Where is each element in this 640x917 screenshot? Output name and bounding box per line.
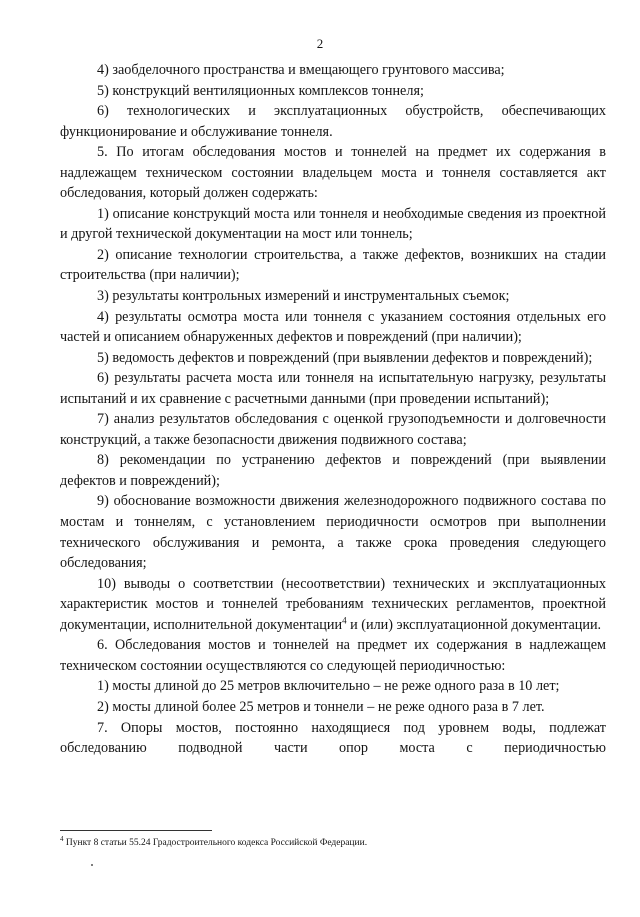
footnote — [60, 834, 368, 849]
paragraph-item-5: 5) конструкций вентиляционных комплексов тоннеля; — [97, 82, 424, 99]
paragraph-act-item-10 — [60, 574, 606, 636]
paragraph-act-item-6: 6) результаты расчета моста или тоннеля на испытательную нагрузку, результаты испытаний и их сравнение с расчетными данными (при проведении испытаний); — [60, 370, 606, 407]
paragraph-act-item-5: 5) ведомость дефектов и повреждений (при выявлении дефектов и повреждений); — [97, 349, 593, 366]
paragraph-period-item-1: 1) мосты длиной до 25 метров включительно – не реже одного раза в 10 лет; — [97, 678, 560, 695]
paragraph-section-7: 7. Опоры мостов, постоянно находящиеся под уровнем воды, подлежат обследованию подводной части опор моста с периодичностью — [60, 719, 606, 757]
page-number: 2 — [316, 36, 324, 51]
paragraph-act-item-10-tail: и (или) эксплуатационной документации. — [346, 616, 602, 633]
footnote-text: Пункт 8 статьи 55.24 Градостроительного кодекса Российской Федерации. — [63, 838, 368, 848]
footnote-divider — [60, 830, 212, 831]
paragraph-section-5: 5. По итогам обследования мостов и тоннелей на предмет их содержания в надлежащем техническом состоянии владельцем моста и тоннеля составляется акт обследования, который должен содержать: — [60, 144, 606, 202]
paragraph-act-item-2: 2) описание технологии строительства, а также дефектов, возникших на стадии строительства (при наличии); — [60, 246, 606, 284]
paragraph-item-6: 6) технологических и эксплуатационных обустройств, обеспечивающих функционирование и обслуживание тоннеля. — [60, 103, 606, 140]
paragraph-act-item-4: 4) результаты осмотра моста или тоннеля с указанием состояния отдельных его частей и описанием обнаруженных дефектов и повреждений (при наличии); — [60, 308, 606, 346]
footnote-mark: 4 — [60, 834, 64, 843]
paragraph-act-item-9: 9) обоснование возможности движения железнодорожного подвижного состава по мостам и тоннелям, с установлением периодичности осмотров при выполнении технического обслуживания и ремонта, а также срока проведения следующего обследования; — [60, 493, 606, 572]
paragraph-act-item-10-text: 10) выводы о соответствии (несоответствии) технических и эксплуатационных характеристик мостов и тоннелей требованиям технических регламентов, проектной документации, исполнительной документации — [60, 575, 606, 633]
paragraph-act-item-8: 8) рекомендации по устранению дефектов и повреждений (при выявлении дефектов и повреждений); — [60, 452, 606, 489]
paragraph-section-6: 6. Обследования мостов и тоннелей на предмет их содержания в надлежащем техническом состоянии осуществляются со следующей периодичностью: — [60, 637, 606, 674]
footnote-reference: 4 — [342, 615, 347, 626]
paragraph-act-item-7: 7) анализ результатов обследования с оценкой грузоподъемности и долговечности конструкций, а также безопасности движения подвижного состава; — [60, 411, 606, 448]
paragraph-item-4: 4) заобделочного пространства и вмещающего грунтового массива; — [97, 62, 505, 78]
paragraph-period-item-2: 2) мосты длиной более 25 метров и тоннели – не реже одного раза в 7 лет. — [97, 698, 545, 715]
scan-speck — [91, 864, 93, 866]
paragraph-act-item-3: 3) результаты контрольных измерений и инструментальных съемок; — [97, 288, 510, 305]
paragraph-act-item-1: 1) описание конструкций моста или тоннеля и необходимые сведения из проектной и другой технической документации на мост или тоннель; — [60, 205, 606, 243]
document-body — [60, 60, 606, 759]
